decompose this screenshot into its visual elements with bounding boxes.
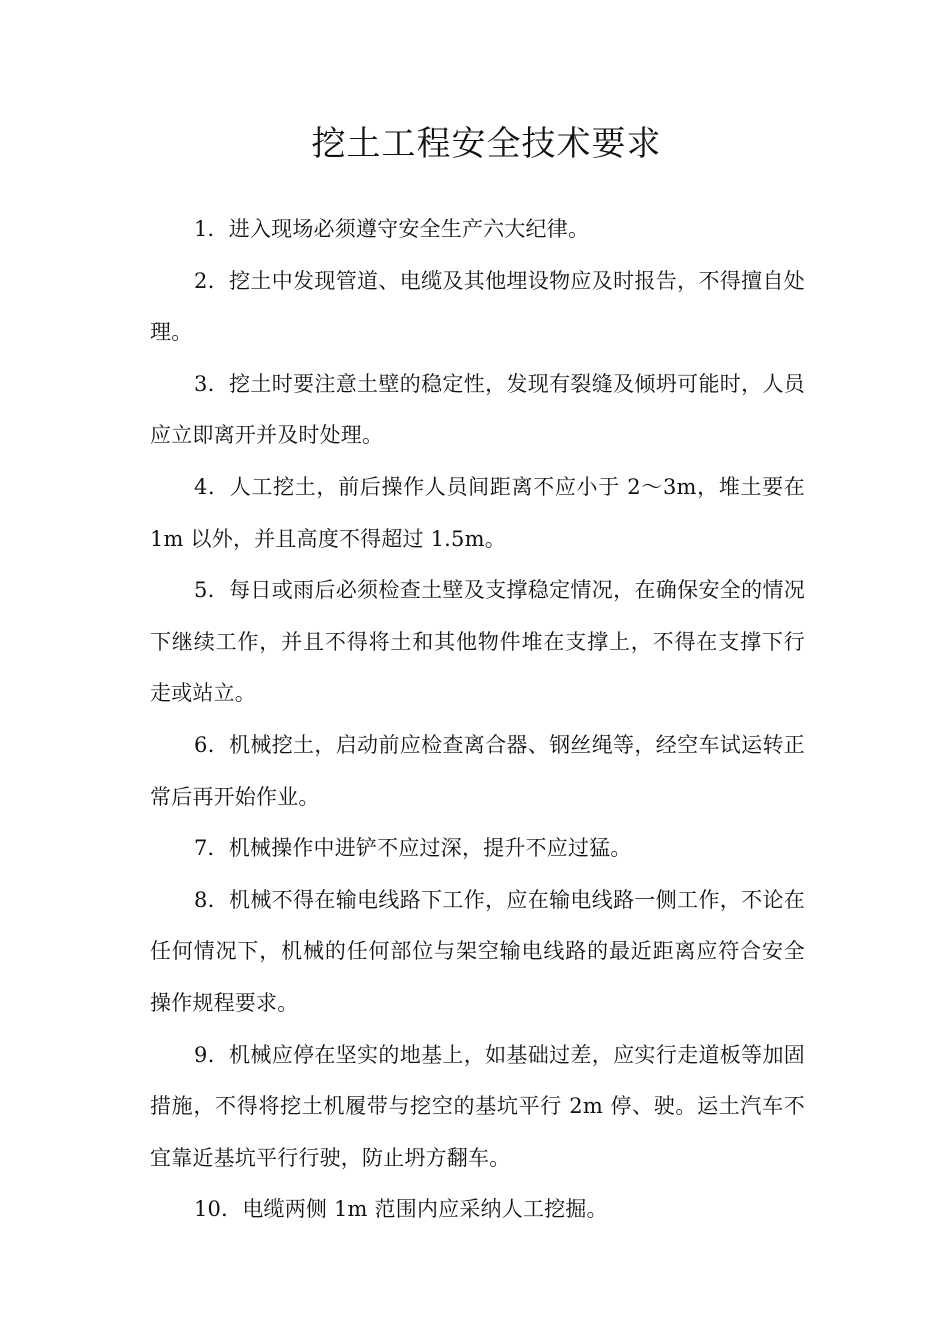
document-title: 挖土工程安全技术要求: [311, 124, 662, 164]
requirement-item-5: 5．每日或雨后必须检查土壁及支撑稳定情况，在确保安全的情况下继续工作，并且不得将土和其他物件堆在支撑上，不得在支撑下行走或站立。: [150, 578, 805, 706]
requirement-item-7: 7．机械操作中进铲不应过深，提升不应过猛。: [194, 836, 632, 861]
document-page: [150, 118, 805, 1236]
requirements-list: [150, 204, 805, 1236]
requirement-item-2: 2．挖土中发现管道、电缆及其他埋设物应及时报告，不得擅自处理。: [150, 268, 805, 345]
requirement-item-3: 3．挖土时要注意土壁的稳定性，发现有裂缝及倾坍可能时，人员应立即离开并及时处理。: [150, 371, 805, 448]
requirement-item-6: 6．机械挖土，启动前应检查离合器、钢丝绳等，经空车试运转正常后再开始作业。: [150, 732, 805, 809]
requirement-item-8: 8．机械不得在输电线路下工作，应在输电线路一侧工作，不论在任何情况下，机械的任何部位与架空输电线路的最近距离应符合安全操作规程要求。: [150, 887, 805, 1015]
requirement-item-9: 9．机械应停在坚实的地基上，如基础过差，应实行走道板等加固措施，不得将挖土机履带与挖空的基坑平行 2m 停、驶。运土汽车不宜靠近基坑平行行驶，防止坍方翻车。: [150, 1042, 805, 1170]
requirement-item-1: 1．进入现场必须遵守安全生产六大纪律。: [194, 217, 590, 241]
requirement-item-10: 10．电缆两侧 1m 范围内应采纳人工挖掘。: [194, 1197, 608, 1222]
requirement-item-4: 4．人工挖土，前后操作人员间距离不应小于 2～3m，堆土要在 1m 以外，并且高度不得超过 1.5m。: [150, 474, 805, 551]
